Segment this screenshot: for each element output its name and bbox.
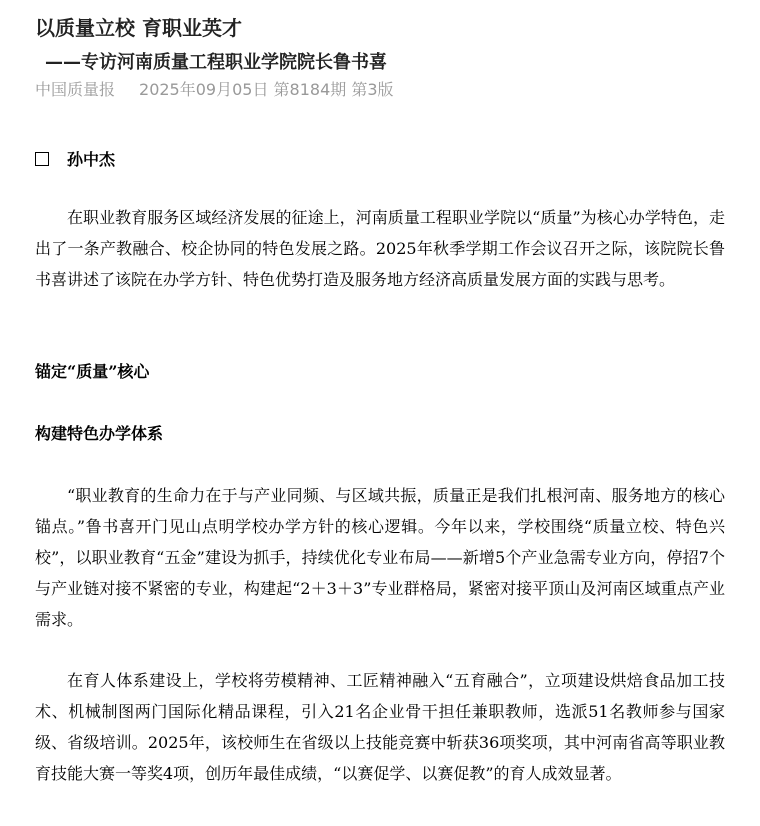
article-meta <box>35 77 394 100</box>
section-heading: 锚定“质量”核心 <box>35 362 150 381</box>
paragraph-body: “职业教育的生命力在于与产业同频、与区域共振，质量正是我们扎根河南、服务地方的核心锚点。”鲁书喜开门见山点明学校办学方针的核心逻辑。今年以来，学校围绕“质量立校、特色兴校”，以职业教育“五金”建设为抓手，持续优化专业布局——新增5个产业急需专业方向，停招7个与产业链对接不紧密的专业，构建起“2＋3＋3”专业群格局，紧密对接平顶山及河南区域重点产业需求。 <box>35 486 725 629</box>
newspaper-name: 中国质量报 <box>35 80 116 99</box>
byline <box>35 144 115 175</box>
section-subheading: 构建特色办学体系 <box>35 424 164 443</box>
paragraph-body: 在育人体系建设上，学校将劳模精神、工匠精神融入“五育融合”，立项建设烘焙食品加工技术、机械制图两门国际化精品课程，引入21名企业骨干担任兼职教师，选派51名教师参与国家级、省级培训。2025年，该校师生在省级以上技能竞赛中斩获36项奖项，其中河南省高等职业教育技能大赛一等奖4项，创历年最佳成绩，“以赛促学、以赛促教”的育人成效显著。 <box>35 671 725 783</box>
paragraph-intro: 在职业教育服务区域经济发展的征途上，河南质量工程职业学院以“质量”为核心办学特色，走出了一条产教融合、校企协同的特色发展之路。2025年秋季学期工作会议召开之际，该院院长鲁书喜讲述了该院在办学方针、特色优势打造及服务地方经济高质量发展方面的实践与思考。 <box>35 208 725 289</box>
article-subtitle: ——专访河南质量工程职业学院院长鲁书喜 <box>45 52 387 73</box>
author-name: 孙中杰 <box>67 150 116 169</box>
article-title: 以质量立校 育职业英才 <box>35 16 242 40</box>
square-icon <box>35 152 49 166</box>
issue-date: 2025年09月05日 第8184期 第3版 <box>139 80 394 99</box>
